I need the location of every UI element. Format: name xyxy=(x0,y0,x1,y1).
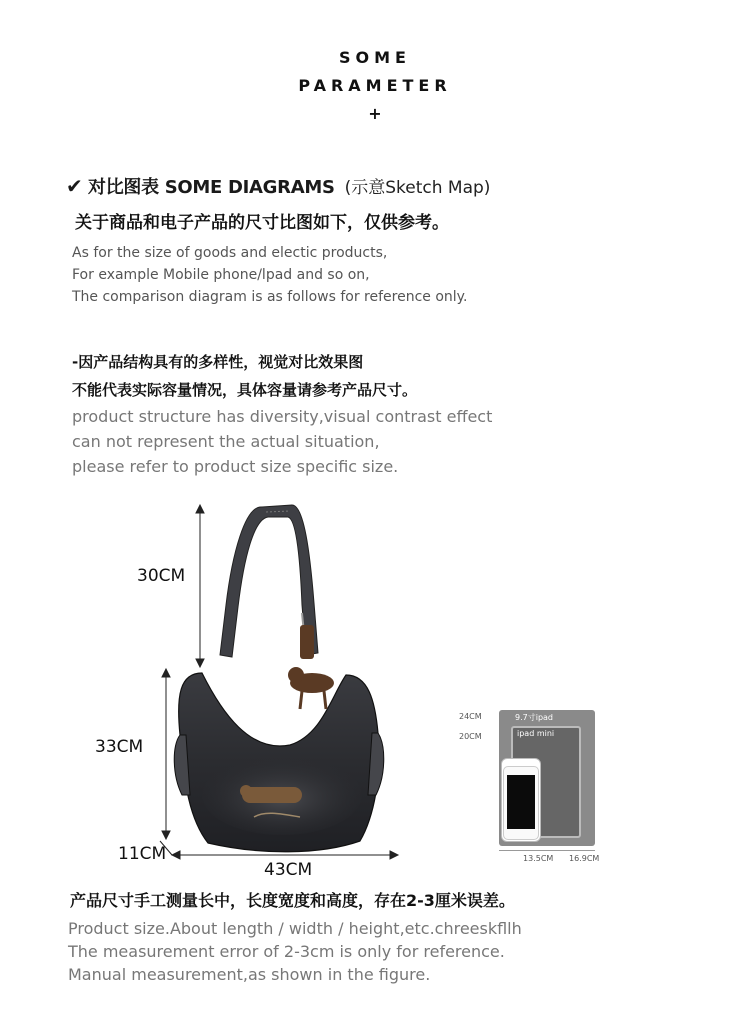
label-20cm: 20CM xyxy=(459,732,482,741)
footer-cn-line: 产品尺寸手工测量长中，长度宽度和高度，存在2-3厘米误差。 xyxy=(70,891,515,910)
label-24cm: 24CM xyxy=(459,712,482,721)
header-some: SOME xyxy=(339,48,411,67)
footer-en-line-3: Manual measurement,as shown in the figure. xyxy=(68,965,431,984)
ipad-mini-label: ipad mini xyxy=(517,729,555,738)
notice-en-line-1: product structure has diversity,visual contrast effect xyxy=(72,407,493,426)
dimension-height: 33CM xyxy=(95,737,144,757)
notice-en-line-2: can not represent the actual situation, xyxy=(72,432,380,451)
dimension-depth: 11CM xyxy=(118,844,167,864)
label-width-small: 13.5CM xyxy=(523,854,554,863)
dimension-width: 43CM xyxy=(264,860,313,880)
ipad-label: 9.7寸ipad xyxy=(515,713,554,722)
check-icon: ✔ xyxy=(66,174,83,198)
diagrams-title: 对比图表 SOME DIAGRAMS xyxy=(88,177,335,198)
header-plus: + xyxy=(368,104,382,123)
dimension-strap: 30CM xyxy=(137,566,186,586)
diagrams-en-line-2: For example Mobile phone/lpad and so on, xyxy=(72,267,370,283)
charm-tag xyxy=(300,625,314,659)
diagrams-cn-line: 关于商品和电子产品的尺寸比图如下，仅供参考。 xyxy=(75,213,449,233)
phone-small-shape xyxy=(503,766,539,840)
footer-en-line-1: Product size.About length / width / height,etc.chreeskfllh xyxy=(68,919,522,938)
notice-cn-line-2: 不能代表实际容量情况，具体容量请参考产品尺寸。 xyxy=(72,381,418,399)
label-width-large: 16.9CM xyxy=(569,854,600,863)
footer-en-line-2: The measurement error of 2-3cm is only for reference. xyxy=(68,942,505,961)
notice-cn-line-1: -因产品结构具有的多样性，视觉对比效果图 xyxy=(72,353,364,371)
size-comparison xyxy=(455,700,615,870)
header-parameter: PARAMETER xyxy=(298,76,452,95)
notice-en-line-3: please refer to product size specific size. xyxy=(72,457,399,476)
bag-illustration xyxy=(150,495,410,865)
width-rule xyxy=(499,850,595,851)
diagrams-en-line-1: As for the size of goods and electic products, xyxy=(72,245,388,261)
diagrams-en-line-3: The comparison diagram is as follows for reference only. xyxy=(72,289,468,305)
diagrams-title-note: (示意Sketch Map) xyxy=(344,178,491,198)
diagrams-title-row xyxy=(66,173,490,199)
